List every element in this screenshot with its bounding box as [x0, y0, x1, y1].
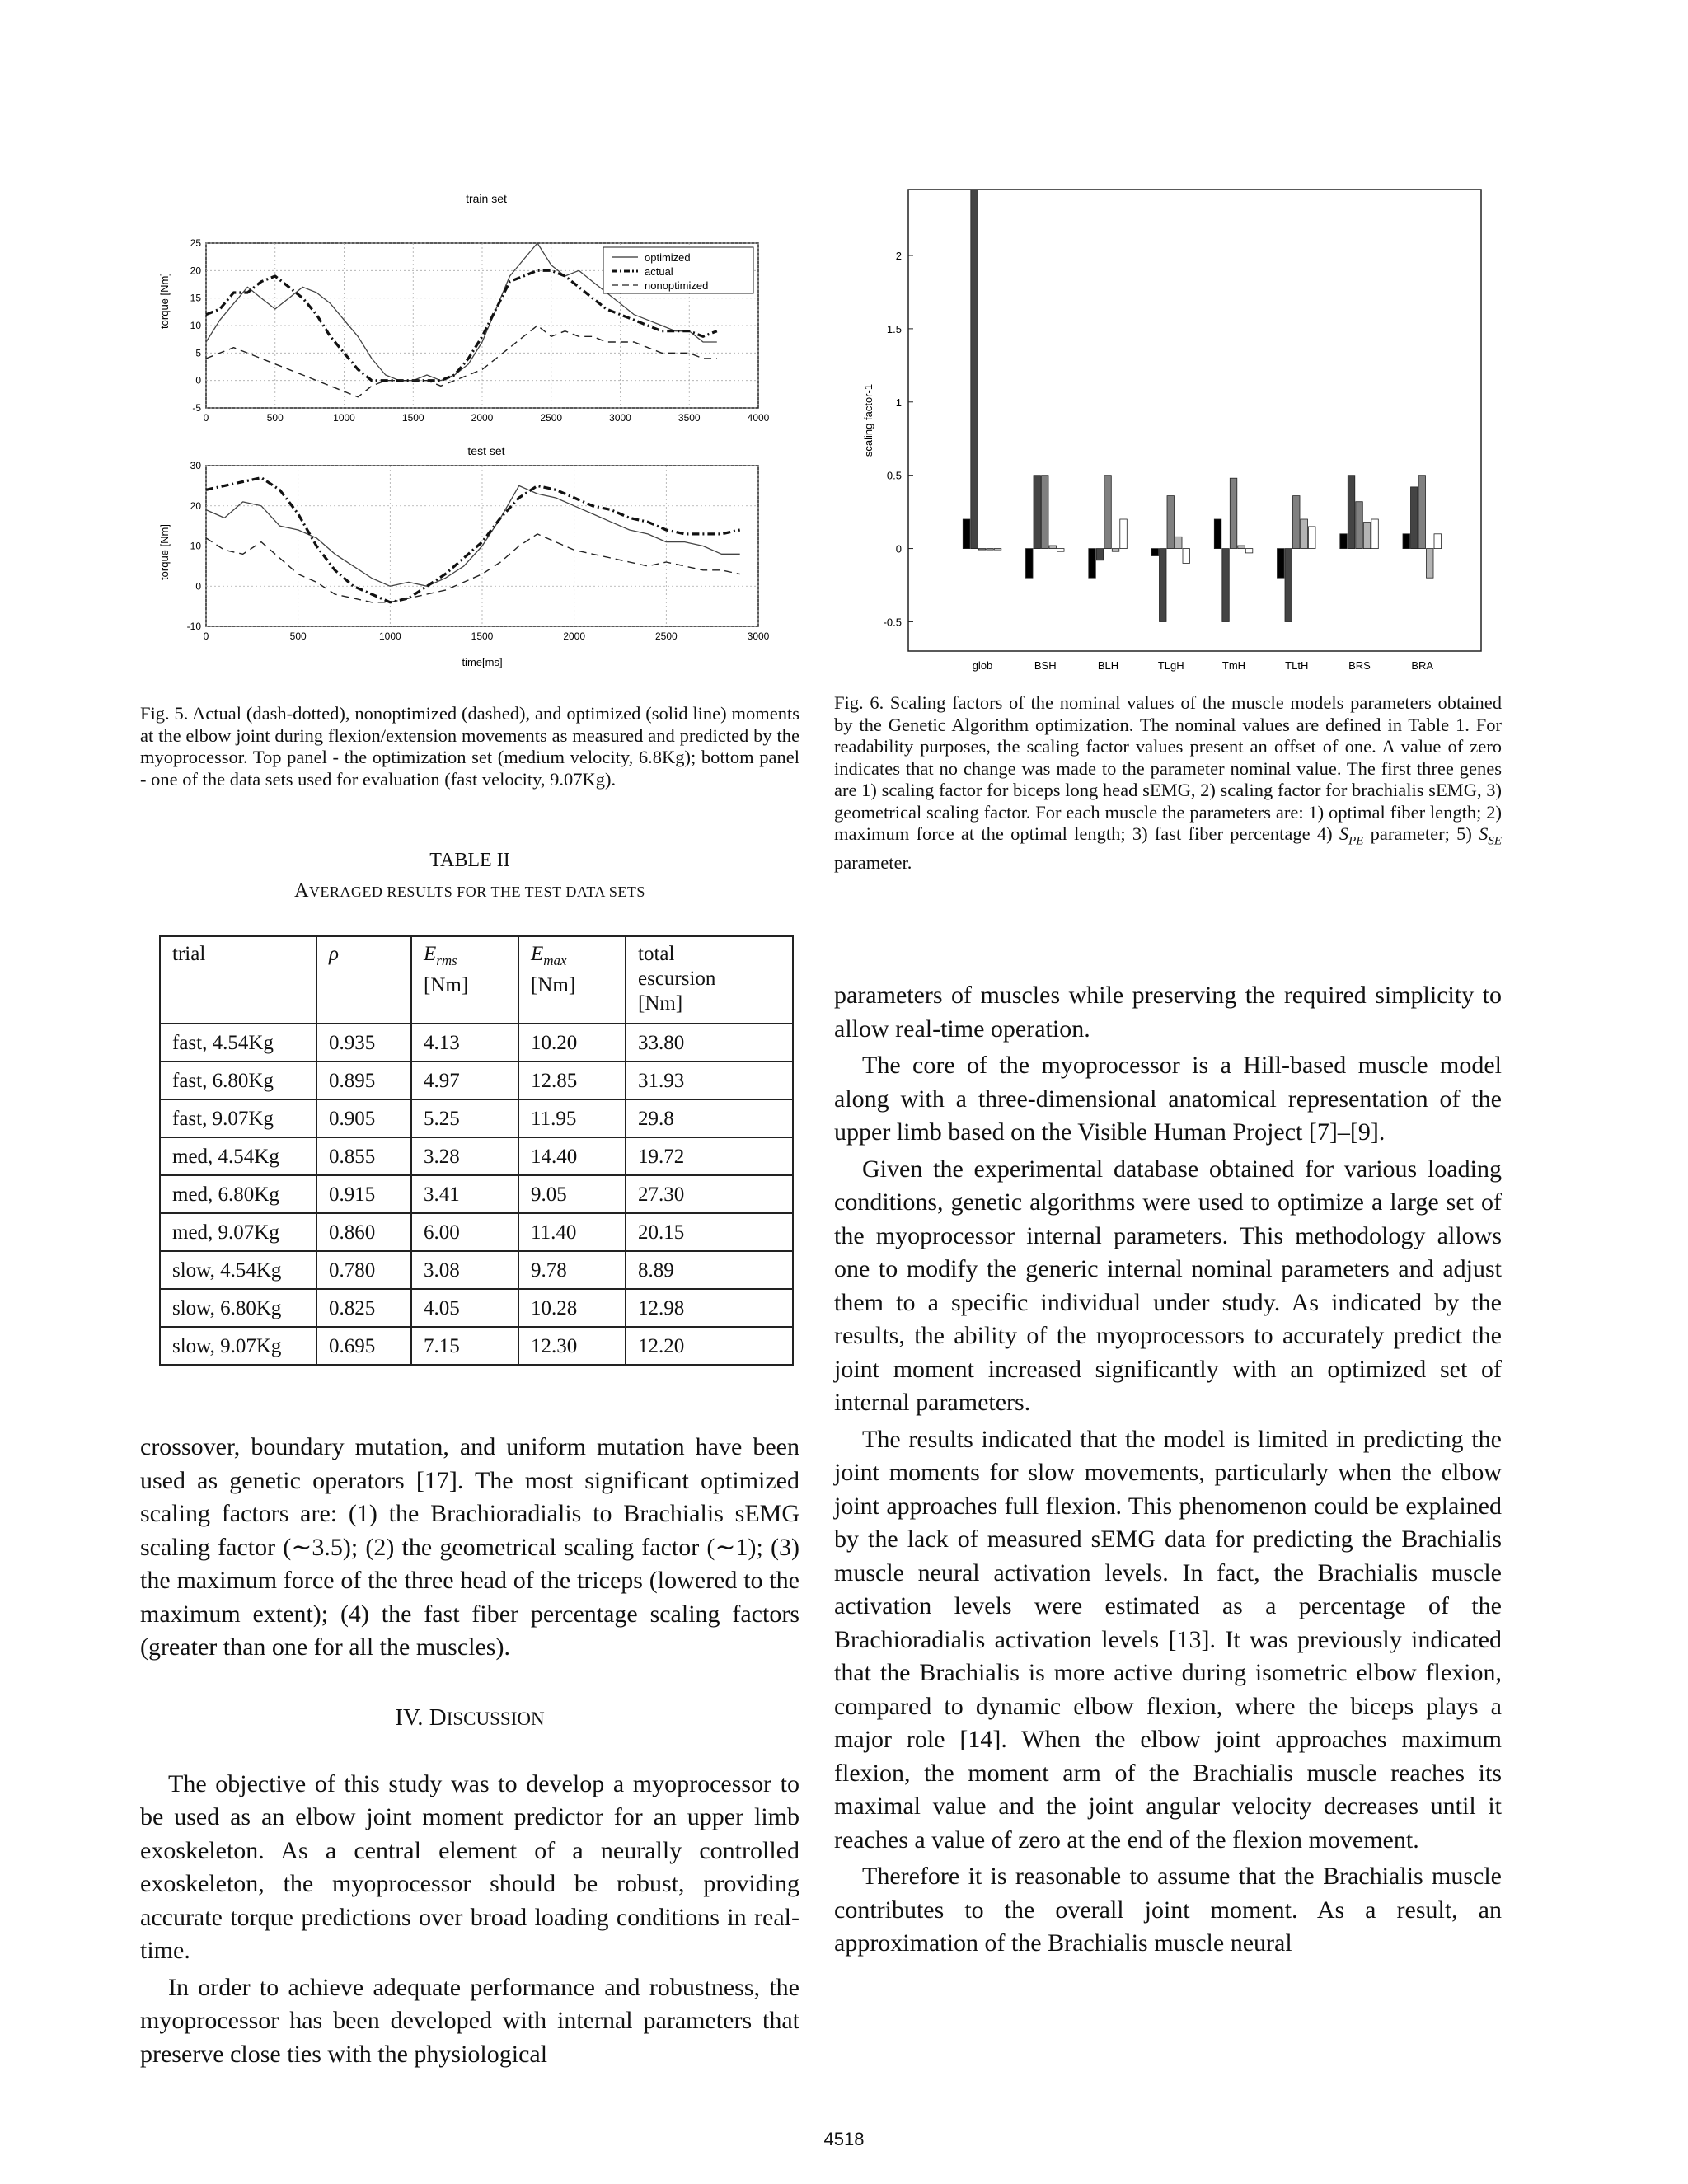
header-trial: trial	[160, 936, 316, 1024]
header-emax: $E_{max}$ [Nm]	[518, 936, 626, 1024]
table-cell: med, 4.54Kg	[160, 1137, 316, 1175]
table-cell: 11.95	[518, 1099, 626, 1137]
x-tick-label: 2000	[471, 412, 494, 424]
table-row	[160, 1251, 793, 1289]
table-cell: slow, 9.07Kg	[160, 1327, 316, 1365]
table-cell: 12.85	[518, 1062, 626, 1099]
bar-BSH-4	[1049, 546, 1057, 549]
table-cell: 0.780	[316, 1251, 411, 1289]
left-para-2: The objective of this study was to develop a myoprocessor to be used as an elbow joint moment predictor for an upper limb exoskeleton. As a central element of a neurally controlled exoskeleton, the myoprocessor should be robust, providing accurate torque predictions over broad loading conditions in real-time.	[140, 1769, 799, 1964]
table-cell: slow, 4.54Kg	[160, 1251, 316, 1289]
table-cell: fast, 4.54Kg	[160, 1024, 316, 1062]
table-row	[160, 1099, 793, 1137]
table-cell: 4.13	[411, 1024, 518, 1062]
x-tick-label-TLgH: TLgH	[1157, 659, 1184, 672]
y-tick-label: 20	[190, 265, 201, 277]
fig5-caption: Fig. 5. Actual (dash-dotted), nonoptimized (dashed), and optimized (solid line) moments at the elbow joint during flexion/extension movements as measured and predicted by the myoprocessor. Top panel - the optimization set (medium velocity, 6.8Kg); bottom panel - one of the data sets used for evaluation (fast velocity, 9.07Kg).	[140, 703, 799, 790]
y-tick-label: 0	[195, 580, 201, 593]
table-cell: 33.80	[626, 1024, 793, 1062]
series-line-actual	[206, 478, 740, 602]
table-cell: 19.72	[626, 1137, 793, 1175]
right-para-3: Given the experimental database obtained for various loading conditions, genetic algorithms were used to optimize a large set of the myoprocessor internal parameters. This methodology allows one to modify the generic internal nominal parameters and adjust them to a specific individual under study. As indicated by the results, the ability of the myoprocessors to accurately predict the joint moment increased significantly with an optimized set of internal parameters.	[834, 1155, 1502, 1416]
bar-BRS-3	[1356, 502, 1363, 549]
y-tick-label: 1.5	[886, 322, 902, 335]
table-cell: 4.05	[411, 1289, 518, 1327]
header-escursion: total escursion [Nm]	[626, 936, 793, 1024]
bar-BRS-4	[1363, 523, 1371, 549]
bar-TLtH-3	[1293, 496, 1301, 549]
table-row	[160, 1024, 793, 1062]
bar-BRA-1	[1403, 534, 1410, 549]
y-tick-label: 15	[190, 292, 201, 304]
fig6-bars	[963, 190, 1441, 622]
table-cell: 12.98	[626, 1289, 793, 1327]
bar-glob-1	[963, 519, 970, 549]
x-tick-label-TmH: TmH	[1221, 659, 1246, 672]
table-cell: 0.825	[316, 1289, 411, 1327]
x-tick-label: 1000	[378, 630, 401, 642]
table-cell: 12.20	[626, 1327, 793, 1365]
table-cell: 11.40	[518, 1213, 626, 1251]
bar-TLtH-2	[1285, 549, 1292, 622]
bar-BLH-1	[1089, 549, 1096, 579]
x-tick-label: 4000	[747, 412, 770, 424]
x-tick-label: 2500	[540, 412, 563, 424]
legend-actual-label: actual	[645, 265, 673, 278]
x-tick-label: 0	[203, 630, 209, 642]
x-tick-label-BLH: BLH	[1097, 659, 1119, 672]
section-heading: IV. DISCUSSION	[395, 1704, 545, 1731]
table2-title: TABLE II	[429, 850, 510, 871]
table2-subtitle: AVERAGED RESULTS FOR THE TEST DATA SETS	[294, 880, 645, 902]
series-line-optimized	[206, 485, 740, 586]
table-cell: 0.695	[316, 1327, 411, 1365]
right-column-text	[834, 979, 1502, 1961]
table-header-row	[160, 936, 793, 1024]
bar-TLgH-5	[1183, 549, 1190, 564]
bar-glob-4	[987, 549, 994, 551]
bar-BLH-5	[1120, 519, 1128, 549]
left-column-text	[140, 1431, 799, 2071]
x-tick-label: 1000	[333, 412, 355, 424]
x-tick-label: 0	[203, 412, 209, 424]
table-cell: 12.30	[518, 1327, 626, 1365]
results-table	[159, 935, 794, 1366]
y-tick-label: 10	[190, 540, 201, 552]
bar-BRA-2	[1411, 487, 1418, 549]
table-body	[160, 1024, 793, 1365]
y-tick-label: 25	[190, 237, 201, 249]
bar-TLtH-1	[1278, 549, 1285, 579]
table-row	[160, 1213, 793, 1251]
bar-BLH-2	[1096, 549, 1104, 560]
bar-TLtH-5	[1309, 527, 1316, 549]
table-cell: 0.935	[316, 1024, 411, 1062]
bar-TLtH-4	[1301, 519, 1308, 549]
y-tick-label: 5	[195, 347, 201, 359]
table-cell: 4.97	[411, 1062, 518, 1099]
table-cell: 0.895	[316, 1062, 411, 1099]
x-tick-label: 500	[266, 412, 284, 424]
y-tick-label: 10	[190, 320, 201, 331]
bar-BRA-4	[1427, 549, 1434, 579]
table-cell: 29.8	[626, 1099, 793, 1137]
left-para-3: In order to achieve adequate performance and robustness, the myoprocessor has been developed with internal parameters that preserve close ties with the physiological	[140, 1973, 799, 2068]
table-cell: 3.08	[411, 1251, 518, 1289]
table-cell: 10.28	[518, 1289, 626, 1327]
bar-BLH-4	[1112, 549, 1119, 552]
bar-TmH-4	[1238, 546, 1245, 549]
fig5-bottom-series	[206, 478, 740, 602]
right-para-2: The core of the myoprocessor is a Hill-based muscle model along with a three-dimensional anatomical representation of the upper limb based on the Visible Human Project [7]–[9].	[834, 1052, 1502, 1146]
page-number: 4518	[823, 2129, 865, 2149]
x-tick-label: 3500	[678, 412, 701, 424]
fig6-caption-b: parameter; 5)	[1370, 823, 1472, 844]
fig6-caption	[834, 692, 1502, 874]
left-para-1: crossover, boundary mutation, and uniform mutation have been used as genetic operators [17]. The most significant optimized scaling factors are: (1) the Brachioradialis to Brachialis sEMG scaling factor (∼3.5); (2) the geometrical scaling factor (∼1); (3) the maximum force of the three head of the triceps (lowered to the maximum extent); (4) the fast fiber percentage scaling factors (greater than one for all the muscles).	[140, 1433, 799, 1661]
table-cell: 3.41	[411, 1175, 518, 1213]
bar-BRS-2	[1348, 476, 1355, 549]
x-tick-label: 1500	[471, 630, 494, 642]
fig6-caption-sse: $S_{SE}$	[1479, 823, 1502, 848]
y-tick-label: 0	[195, 374, 201, 387]
right-para-4: The results indicated that the model is limited in predicting the joint moments for slow movements, particularly when the elbow joint approaches full flexion. This phenomenon could be explained by the lack of measured sEMG data for predicting the Brachialis muscle neural activation levels. In fact, the Brachialis muscle activation levels were estimated as a percentage of the Brachioradialis activation levels [13]. It was previously indicated that the Brachialis is more active during isometric elbow flexion, compared to dynamic elbow flexion, where the biceps plays a major role [14]. When the elbow joint approaches maximum flexion, the moment arm of the Brachialis muscle reaches its maximal value and the joint angular velocity decreases until it reaches a value of zero at the end of the flexion movement.	[834, 1425, 1502, 1854]
table-cell: 6.00	[411, 1213, 518, 1251]
bar-BSH-3	[1042, 476, 1049, 549]
y-tick-label: 2	[895, 250, 902, 262]
bar-BRA-5	[1434, 534, 1442, 549]
right-para-1: parameters of muscles while preserving the required simplicity to allow real-time operation.	[834, 982, 1502, 1043]
fig5-bottom-xlabel: time[ms]	[462, 656, 503, 668]
bar-BRS-5	[1372, 519, 1379, 549]
table-cell: fast, 9.07Kg	[160, 1099, 316, 1137]
x-tick-label: 2000	[563, 630, 586, 642]
y-tick-label: 20	[190, 499, 201, 512]
bar-TmH-1	[1214, 519, 1221, 549]
series-line-nonoptimized	[206, 534, 740, 602]
legend-optimized-label: optimized	[645, 251, 691, 264]
table-cell: 7.15	[411, 1327, 518, 1365]
bar-BSH-1	[1026, 549, 1034, 579]
table-cell: slow, 6.80Kg	[160, 1289, 316, 1327]
bar-BRA-3	[1418, 476, 1426, 549]
table-cell: fast, 6.80Kg	[160, 1062, 316, 1099]
series-line-nonoptimized	[206, 326, 717, 397]
header-rho: ρ	[316, 936, 411, 1024]
x-tick-label: 2500	[654, 630, 678, 642]
bar-TmH-5	[1245, 549, 1253, 553]
fig6-caption-c: parameter.	[834, 852, 912, 873]
table-cell: med, 6.80Kg	[160, 1175, 316, 1213]
y-tick-label: -5	[192, 402, 201, 414]
y-tick-label: 0	[895, 542, 902, 555]
table-cell: 27.30	[626, 1175, 793, 1213]
table-cell: 0.855	[316, 1137, 411, 1175]
bar-TmH-2	[1222, 549, 1230, 622]
fig5-plot	[140, 181, 799, 676]
table-row	[160, 1062, 793, 1099]
table-cell: 10.20	[518, 1024, 626, 1062]
bar-glob-5	[994, 549, 1001, 551]
bar-BLH-3	[1104, 476, 1112, 549]
table-cell: 0.915	[316, 1175, 411, 1213]
right-para-5: Therefore it is reasonable to assume that the Brachialis muscle contributes to the overall joint moment. As a result, an approximation of the Brachialis muscle neural	[834, 1863, 1502, 1957]
table-cell: 0.905	[316, 1099, 411, 1137]
bar-TLgH-1	[1151, 549, 1159, 556]
x-tick-label: 1500	[401, 412, 424, 424]
fig6-xticks	[973, 659, 1434, 672]
fig6-caption-a: Fig. 6. Scaling factors of the nominal values of the muscle models parameters obtained by the Genetic Algorithm optimization. The nominal values are defined in Table 1. For readability purposes, the scaling factor values present an offset of one. A value of zero indicates that no change was made to the parameter nominal value. The first three genes are 1) scaling factor for biceps long head sEMG, 2) scaling factor for brachialis sEMG, 3) geometrical scaling factor. For each muscle the parameters are: 1) optimal fiber length; 2) maximum force at the optimal length; 3) fast fiber percentage 4)	[834, 692, 1502, 844]
fig6-axes	[908, 190, 1481, 651]
table-row	[160, 1175, 793, 1213]
y-tick-label: 0.5	[886, 469, 902, 482]
fig5-top-yticks	[190, 237, 202, 414]
x-tick-label-BSH: BSH	[1034, 659, 1057, 672]
bar-TLgH-3	[1167, 496, 1175, 549]
table-row	[160, 1137, 793, 1175]
y-tick-label: 1	[895, 396, 902, 409]
fig5-top-title: train set	[466, 192, 507, 205]
bar-TLgH-2	[1160, 549, 1167, 622]
bar-BRS-1	[1340, 534, 1348, 549]
fig6-caption-spe: $S_{PE}$	[1339, 823, 1364, 848]
bar-glob-2	[971, 190, 978, 549]
table-cell: 5.25	[411, 1099, 518, 1137]
fig5-legend	[603, 247, 753, 293]
x-tick-label-BRA: BRA	[1411, 659, 1434, 672]
fig6-ylabel: scaling factor-1	[862, 383, 874, 457]
fig5-top-ylabel: torque [Nm]	[158, 273, 171, 329]
y-tick-label: -0.5	[883, 616, 902, 629]
header-erms: $E_{rms}$ [Nm]	[411, 936, 518, 1024]
bar-TLgH-4	[1175, 537, 1183, 548]
legend-nonoptimized-label: nonoptimized	[645, 279, 709, 292]
table-row	[160, 1289, 793, 1327]
fig5-bottom-title: test set	[467, 444, 505, 457]
table-cell: 14.40	[518, 1137, 626, 1175]
fig6-plot	[849, 181, 1500, 676]
x-tick-label: 3000	[609, 412, 631, 424]
bar-BSH-5	[1057, 549, 1065, 552]
table-cell: 31.93	[626, 1062, 793, 1099]
bar-TmH-3	[1230, 478, 1237, 548]
x-tick-label-TLtH: TLtH	[1285, 659, 1309, 672]
x-tick-label: 500	[289, 630, 307, 642]
table-cell: 20.15	[626, 1213, 793, 1251]
table-cell: 9.78	[518, 1251, 626, 1289]
fig5-bottom-yticks	[187, 460, 202, 632]
bar-BSH-2	[1034, 476, 1041, 549]
table-row	[160, 1327, 793, 1365]
y-tick-label: 30	[190, 460, 201, 471]
y-tick-label: -10	[186, 621, 201, 632]
fig5-bottom-xticks	[204, 630, 770, 642]
x-tick-label: 3000	[747, 630, 770, 642]
table-cell: 8.89	[626, 1251, 793, 1289]
x-tick-label-BRS: BRS	[1348, 659, 1371, 672]
x-tick-label-glob: glob	[972, 659, 993, 672]
table-cell: med, 9.07Kg	[160, 1213, 316, 1251]
fig5-bottom-ylabel: torque [Nm]	[158, 524, 171, 580]
table-cell: 9.05	[518, 1175, 626, 1213]
fig5-top-xticks	[204, 412, 770, 424]
table-cell: 0.860	[316, 1213, 411, 1251]
table-cell: 3.28	[411, 1137, 518, 1175]
bar-glob-3	[978, 549, 986, 551]
